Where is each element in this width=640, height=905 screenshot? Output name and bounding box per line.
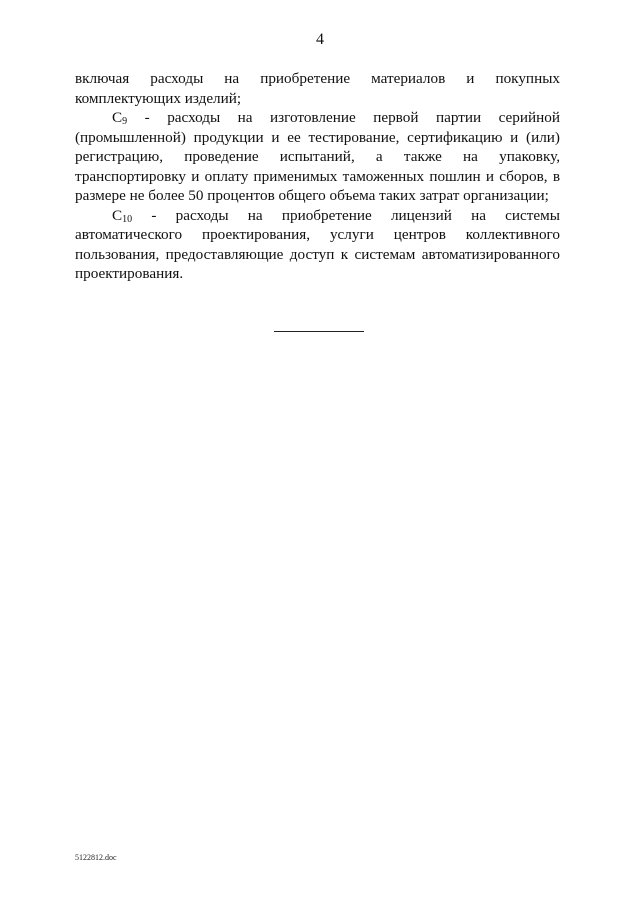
term-c10-letter: C: [112, 206, 123, 224]
paragraph-c9-text: - расходы на изготовление первой партии серийной (промышленной) продукции и ее тестирование, сертификацию и (или) регистрацию, проведение испытаний, а также на упаковку, транспортировку и оплату применимых таможенных пошлин и сборов, в размере не более 50 процентов общего объема таких затрат организации;: [75, 109, 560, 204]
term-c9-subscript: 9: [122, 116, 128, 127]
paragraph-c9: [75, 108, 560, 206]
document-body: [75, 69, 560, 284]
paragraph-c10-text: - расходы на приобретение лицензий на системы автоматического проектирования, услуги центров коллективного пользования, предоставляющие доступ к системам автоматизированного проектирования.: [75, 206, 560, 282]
paragraph-continuation: включая расходы на приобретение материалов и покупных комплектующих изделий;: [75, 70, 560, 107]
page-number: 4: [316, 31, 324, 48]
term-c10-subscript: 10: [122, 213, 133, 225]
term-c9-letter: C: [112, 109, 123, 126]
paragraph-c10: [75, 206, 560, 284]
footer-file-name: 5122812.doc: [75, 853, 117, 862]
end-of-text-rule: [274, 331, 364, 332]
